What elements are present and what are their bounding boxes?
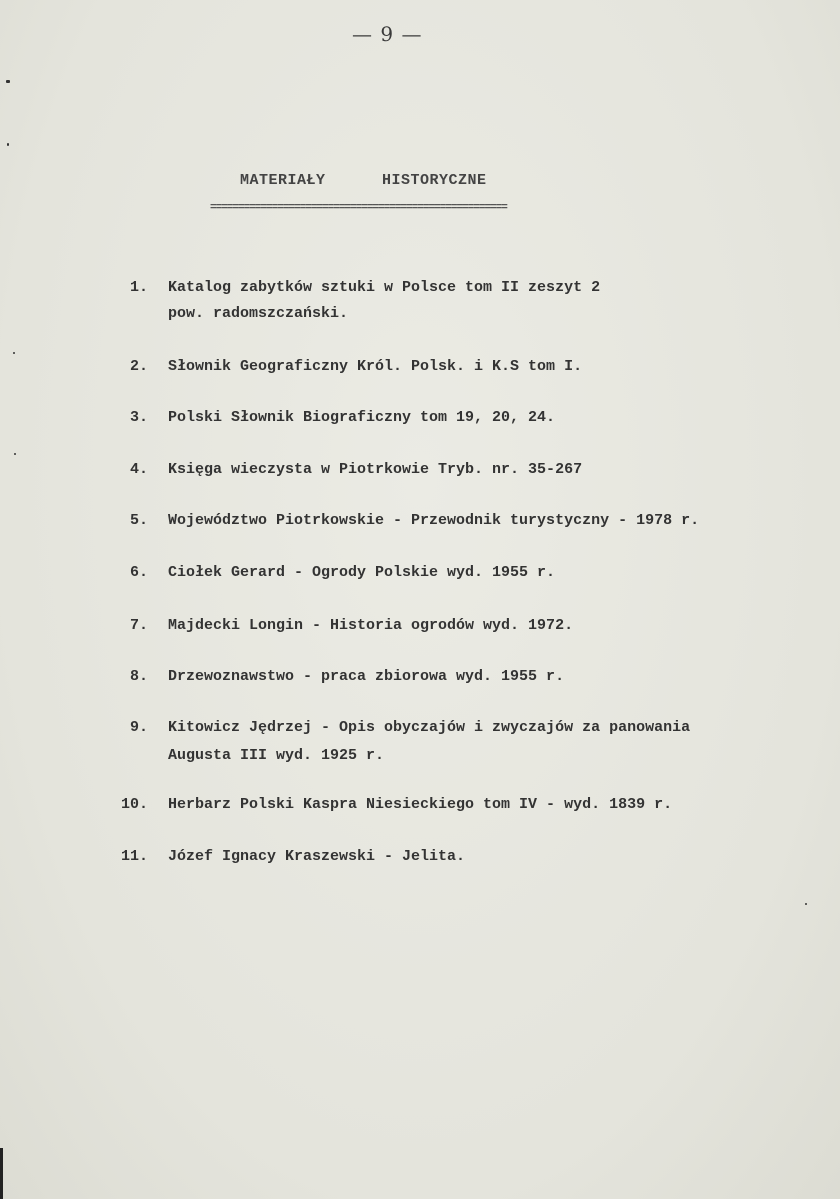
entry-text: Kitowicz Jędrzej - Opis obyczajów i zwyczajów za panowania <box>168 719 691 736</box>
scan-speck <box>13 352 15 354</box>
entry-number: 1. <box>129 279 148 296</box>
entry-text: Słownik Geograficzny Król. Polsk. i K.S tom I. <box>168 358 583 375</box>
entry-number: 9. <box>129 719 148 736</box>
scan-speck <box>6 80 10 83</box>
entry-number: 11. <box>120 848 148 865</box>
entry-text: Józef Ignacy Kraszewski - Jelita. <box>168 848 466 865</box>
entry-text: Ciołek Gerard - Ogrody Polskie wyd. 1955 r. <box>168 564 556 581</box>
scan-speck <box>805 903 807 905</box>
entry-number: 6. <box>129 564 148 581</box>
scan-speck <box>7 143 9 146</box>
scan-speck <box>14 453 16 455</box>
entry-number: 10. <box>120 796 148 813</box>
entry-text: Drzewoznawstwo - praca zbiorowa wyd. 1955 r. <box>168 668 565 685</box>
entry-text: Majdecki Longin - Historia ogrodów wyd. 1972. <box>168 617 574 634</box>
entry-text: Herbarz Polski Kaspra Niesieckiego tom IV - wyd. 1839 r. <box>168 796 673 813</box>
entry-number: 3. <box>129 409 148 426</box>
entry-text: Księga wieczysta w Piotrkowie Tryb. nr. 35-267 <box>168 461 583 478</box>
page-number: — 9 — <box>352 22 423 46</box>
entry-number: 4. <box>129 461 148 478</box>
title-word-historyczne: HISTORYCZNE <box>382 172 487 189</box>
entry-text: Województwo Piotrkowskie - Przewodnik turystyczny - 1978 r. <box>168 512 700 529</box>
entry-text-continued: Augusta III wyd. 1925 r. <box>168 747 385 764</box>
scan-edge-bar <box>0 1148 3 1199</box>
entry-number: 8. <box>129 668 148 685</box>
entry-number: 5. <box>129 512 148 529</box>
entry-text-continued: pow. radomszczański. <box>168 305 349 322</box>
entry-number: 2. <box>129 358 148 375</box>
title-word-materialy: MATERIAŁY <box>240 172 326 189</box>
entry-text: Polski Słownik Biograficzny tom 19, 20, 24. <box>168 409 556 426</box>
entry-number: 7. <box>129 617 148 634</box>
title-underline: ===================================================== <box>210 202 507 214</box>
entry-text: Katalog zabytków sztuki w Polsce tom II zeszyt 2 <box>168 279 601 296</box>
